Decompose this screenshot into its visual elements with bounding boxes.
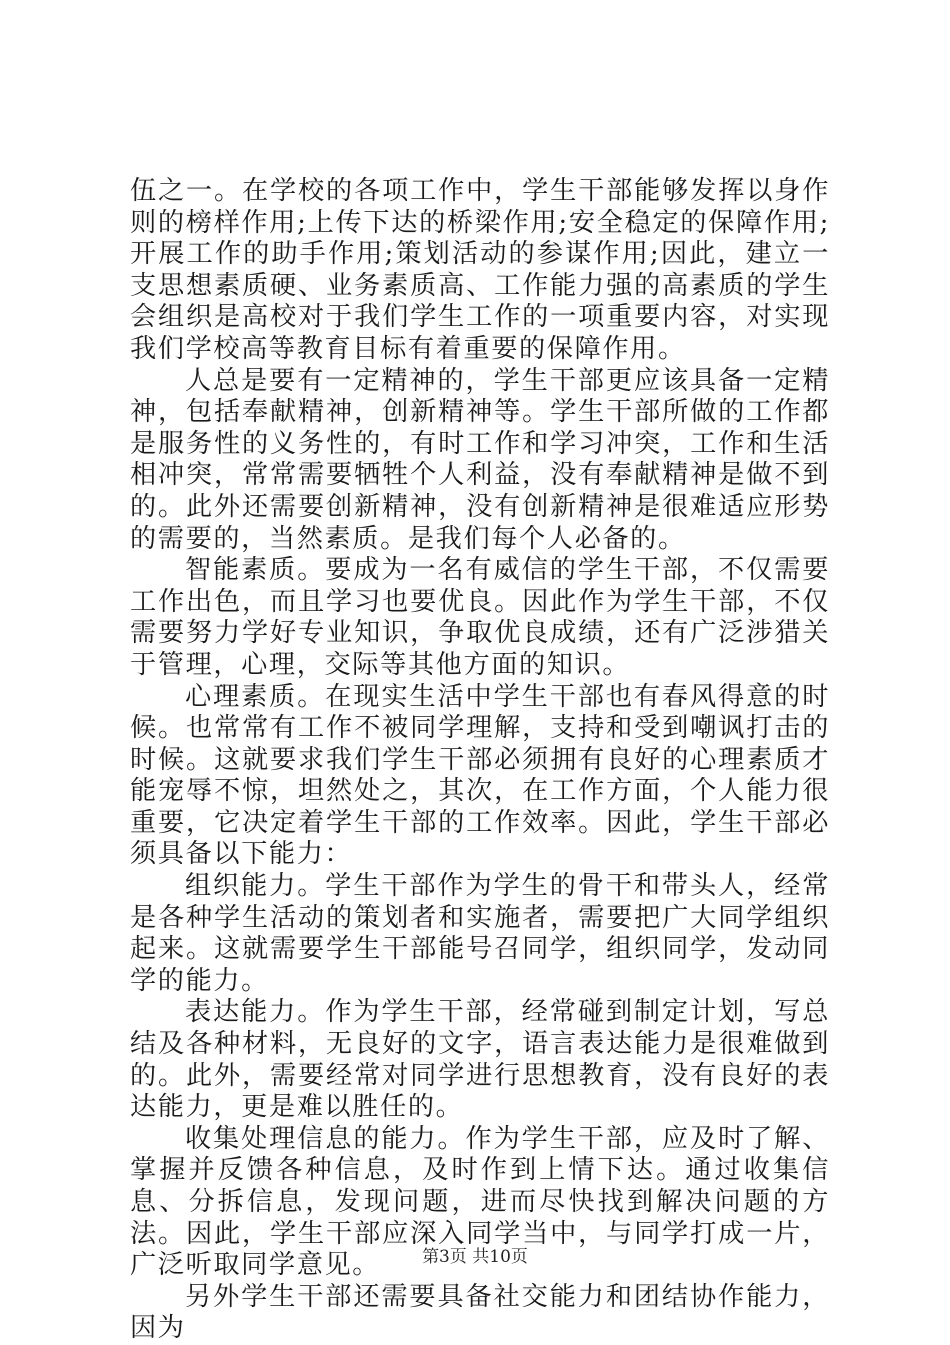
paragraph-8: 另外学生干部还需要具备社交能力和团结协作能力，因为: [130, 1281, 830, 1344]
paragraph-1: 伍之一。在学校的各项工作中，学生干部能够发挥以身作则的榜样作用;上传下达的桥梁作用;安全稳定的保障作用;开展工作的助手作用;策划活动的参谋作用;因此，建立一支思想素质硬、业务素质高、工作能力强的高素质的学生会组织是高校对于我们学生工作的一项重要内容，对实现我们学校高等教育目标有着重要的保障作用。: [130, 176, 830, 364]
paragraph-4: 心理素质。在现实生活中学生干部也有春风得意的时候。也常常有工作不被同学理解，支持和受到嘲讽打击的时候。这就要求我们学生干部必须拥有良好的心理素质才能宠辱不惊，坦然处之，其次，在工作方面，个人能力很重要，它决定着学生干部的工作效率。因此，学生干部必须具备以下能力：: [130, 681, 830, 870]
paragraph-2: 人总是要有一定精神的，学生干部更应该具备一定精神，包括奉献精神，创新精神等。学生干部所做的工作都是服务性的义务性的，有时工作和学习冲突，工作和生活相冲突，常常需要牺牲个人利益，没有奉献精神是做不到的。此外还需要创新精神，没有创新精神是很难适应形势的需要的，当然素质。是我们每个人必备的。: [130, 365, 830, 554]
document-body: [130, 176, 830, 1345]
paragraph-3: 智能素质。要成为一名有威信的学生干部，不仅需要工作出色，而且学习也要优良。因此作为学生干部，不仅需要努力学好专业知识，争取优良成绩，还有广泛涉猎关于管理，心理，交际等其他方面的知识。: [130, 555, 830, 680]
paragraph-5: 组织能力。学生干部作为学生的骨干和带头人，经常是各种学生活动的策划者和实施者，需要把广大同学组织起来。这就需要学生干部能号召同学，组织同学，发动同学的能力。: [130, 871, 830, 996]
page-number-footer: 第3页 共10页: [422, 1247, 528, 1267]
paragraph-6: 表达能力。作为学生干部，经常碰到制定计划，写总结及各种材料，无良好的文字，语言表达能力是很难做到的。此外，需要经常对同学进行思想教育，没有良好的表达能力，更是难以胜任的。: [130, 997, 830, 1123]
paragraph-7: 收集处理信息的能力。作为学生干部，应及时了解、掌握并反馈各种信息，及时作到上情下达。通过收集信息、分拆信息，发现问题，进而尽快找到解决问题的方法。因此，学生干部应深入同学当中，与同学打成一片，广泛听取同学意见。: [130, 1123, 830, 1281]
